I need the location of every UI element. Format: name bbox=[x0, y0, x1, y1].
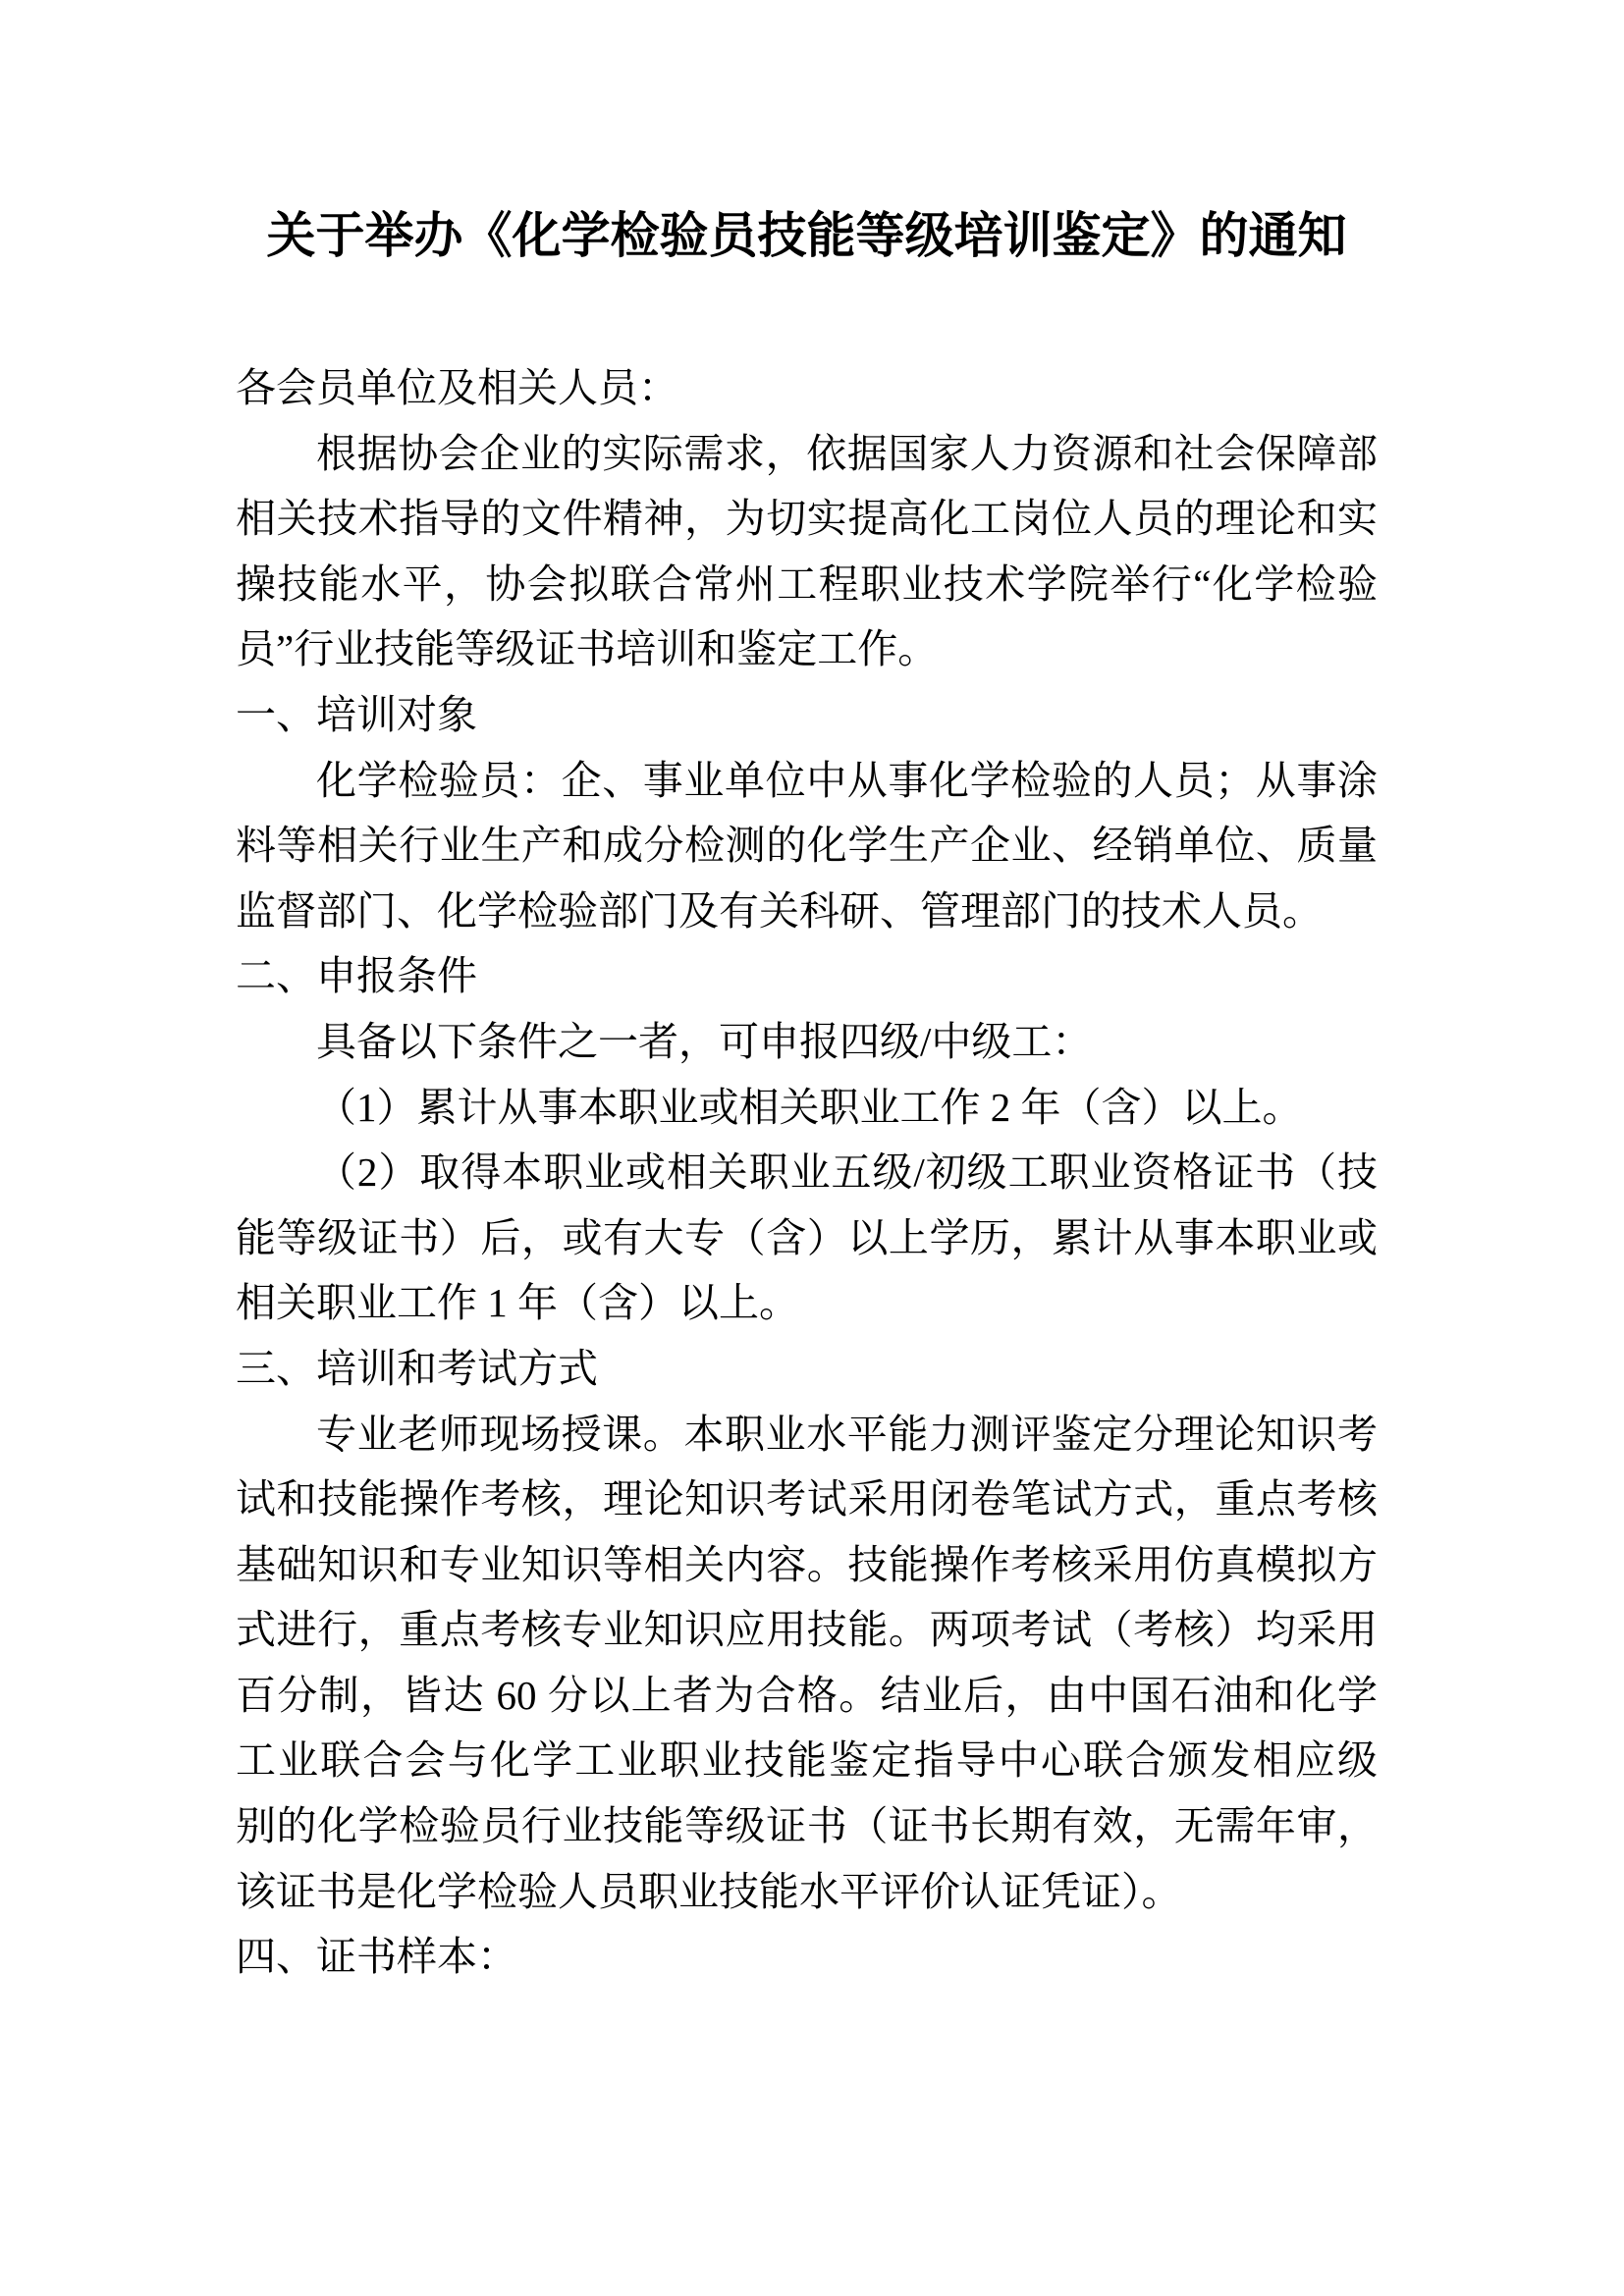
body-text-line: 工业联合会与化学工业职业技能鉴定指导中心联合颁发相应级 bbox=[236, 1737, 1378, 1784]
notice-document bbox=[236, 200, 1378, 1990]
body-text-line: 能等级证书）后，或有大专（含）以上学历，累计从事本职业或 bbox=[236, 1214, 1378, 1260]
section-heading: 二、申报条件 bbox=[236, 953, 477, 999]
section-heading: 四、证书样本： bbox=[236, 1934, 517, 1980]
body-text-line: 监督部门、化学检验部门及有关科研、管理部门的技术人员。 bbox=[236, 887, 1323, 934]
body-text-line: 操技能水平，协会拟联合常州工程职业技术学院举行“化学检验 bbox=[236, 561, 1378, 607]
body-text-line: 料等相关行业生产和成分检测的化学生产企业、经销单位、质量 bbox=[236, 823, 1378, 869]
body-text-line: 相关技术指导的文件精神，为切实提高化工岗位人员的理论和实 bbox=[236, 496, 1378, 542]
body-text-line: 根据协会企业的实际需求，依据国家人力资源和社会保障部 bbox=[316, 430, 1378, 476]
body-text-line: 相关职业工作 1 年（含）以上。 bbox=[236, 1280, 799, 1326]
section-heading: 一、培训对象 bbox=[236, 691, 477, 737]
body-text-line: 专业老师现场授课。本职业水平能力测评鉴定分理论知识考 bbox=[316, 1411, 1378, 1457]
body-text-line: （2）取得本职业或相关职业五级/初级工职业资格证书（技 bbox=[316, 1149, 1378, 1196]
body-text-line: 具备以下条件之一者，可申报四级/中级工： bbox=[316, 1018, 1093, 1064]
body-text-line: 该证书是化学检验人员职业技能水平评价认证凭证）。 bbox=[236, 1868, 1182, 1914]
body-text-line: 基础知识和专业知识等相关内容。技能操作考核采用仿真模拟方 bbox=[236, 1541, 1378, 1587]
document-body bbox=[236, 355, 1378, 1990]
body-text-line: 员”行业技能等级证书培训和鉴定工作。 bbox=[236, 626, 939, 672]
body-text-line: 百分制，皆达 60 分以上者为合格。结业后，由中国石油和化学 bbox=[236, 1672, 1378, 1718]
body-text-line: 式进行，重点考核专业知识应用技能。两项考试（考核）均采用 bbox=[236, 1607, 1378, 1653]
body-text-line: （1）累计从事本职业或相关职业工作 2 年（含）以上。 bbox=[316, 1084, 1303, 1130]
section-heading: 三、培训和考试方式 bbox=[236, 1345, 598, 1391]
document-title: 关于举办《化学检验员技能等级培训鉴定》的通知 bbox=[266, 208, 1347, 263]
body-text-line: 别的化学检验员行业技能等级证书（证书长期有效，无需年审， bbox=[236, 1803, 1378, 1849]
body-text-line: 化学检验员：企、事业单位中从事化学检验的人员；从事涂 bbox=[316, 757, 1378, 803]
body-text-line: 试和技能操作考核，理论知识考试采用闭卷笔试方式，重点考核 bbox=[236, 1476, 1378, 1522]
salutation-line: 各会员单位及相关人员： bbox=[236, 365, 678, 410]
